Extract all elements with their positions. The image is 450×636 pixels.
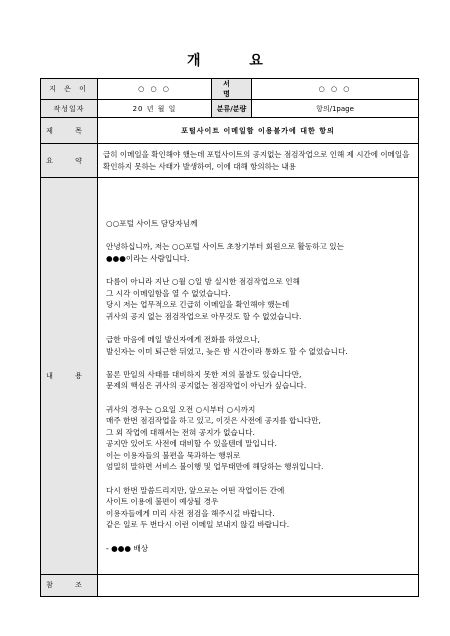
letter-signature: - ●●● 배상 (106, 543, 149, 553)
letter-line: ●●●이라는 사람입니다. (106, 253, 190, 263)
letter-paragraph-4 (106, 369, 410, 392)
letter-line: 엄밀히 말하면 서비스 불이행 및 업무태만에 해당하는 행위입니다. (106, 462, 324, 472)
summary-form-table (40, 78, 419, 597)
letter-line: 같은 일로 두 번다시 이런 이메일 보내지 않길 바랍니다. (106, 520, 290, 530)
letter-body (98, 178, 418, 574)
letter-line: 다시 한번 말씀드리지만, 앞으로는 어떤 작업이든 간에 (106, 485, 285, 495)
letter-paragraph-6 (106, 485, 410, 531)
author-label: 지 은 이 (41, 79, 98, 100)
letter-line: 다름이 아니라 지난 ○월 ○일 밤 실시한 점검작업으로 인해 (106, 276, 300, 286)
page-title: 개 요 (187, 53, 285, 69)
date-label: 작성일자 (41, 100, 98, 118)
letter-line: 급한 마음에 메일 발신자에게 전화를 하였으나, (106, 334, 260, 344)
letter-line: 공지만 있어도 사전에 대비할 수 있을텐데 말입니다. (106, 439, 277, 449)
letter-line: 그 외 작업에 대해서는 전혀 공지가 없습니다. (106, 427, 255, 437)
letter-line: 사이트 이용에 불편이 예상될 경우 (106, 497, 219, 507)
content-cell (98, 178, 419, 575)
letter-paragraph-5 (106, 404, 410, 474)
reference-label: 참 조 (41, 574, 98, 596)
letter-line: 안녕하십니까, 저는 ○○포털 사이트 초창기부터 회원으로 활동하고 있는 (106, 242, 344, 252)
summary-value: 급히 이메일을 확인해야 했는데 포털사이트의 공지없는 점검작업으로 인해 제 시간에 이메일을 확인하지 못하는 사태가 발생하여, 이에 대해 항의하는 내용 (98, 144, 419, 178)
letter-line: 이는 이용자들의 불편을 묵과하는 행위로 (106, 450, 241, 460)
letter-paragraph-3 (106, 334, 410, 357)
summary-row (41, 144, 419, 178)
content-label: 내 용 (41, 178, 98, 575)
subject-row (41, 118, 419, 144)
letter-line: 당시 저는 업무적으로 긴급히 이메일을 확인해야 했는데 (106, 300, 290, 310)
letter-line: 귀사의 공지 없는 점검작업으로 아무것도 할 수 없었습니다. (106, 311, 302, 321)
content-row (41, 178, 419, 575)
author-value: ○ ○ ○ (98, 79, 212, 100)
letter-greeting: ○○포털 사이트 담당자님께 (106, 219, 198, 228)
letter-line: 문제의 핵심은 귀사의 공지없는 점검작업이 아닌가 싶습니다. (106, 381, 307, 391)
letter-paragraph-2 (106, 276, 410, 322)
reference-row (41, 574, 419, 596)
letter-line: 매주 한번 점검작업을 하고 있고, 이것은 사전에 공지를 합니다만, (106, 416, 321, 426)
category-label: 분류/분량 (212, 100, 252, 118)
letter-line: 귀사의 경우는 ○요일 오전 ○시부터 ○시까지 (106, 404, 256, 414)
date-row (41, 100, 419, 118)
letter-line: 이용자들에게 미리 사전 점검을 해주시길 바랍니다. (106, 508, 275, 518)
summary-label: 요 약 (41, 144, 98, 178)
category-value: 항의/1page (252, 100, 419, 118)
letter-line: 그 시각 이메일함을 열 수 없었습니다. (106, 288, 231, 298)
letter-paragraph-1 (106, 241, 410, 264)
subject-label: 제 목 (41, 118, 98, 144)
name-value: ○ ○ ○ (252, 79, 419, 100)
reference-value (98, 574, 419, 596)
author-row (41, 79, 419, 100)
name-label: 서 명 (212, 79, 252, 100)
letter-line: 발신자는 이미 퇴근한 뒤였고, 늦은 밤 시간이라 통화도 할 수 없었습니다. (106, 346, 348, 356)
subject-value: 포털사이트 이메일함 이용불가에 대한 항의 (98, 118, 419, 144)
date-value: 20 년 월 일 (98, 100, 212, 118)
letter-line: 물론 만일의 사태를 대비하지 못한 저의 불찰도 있습니다만, (106, 369, 302, 379)
